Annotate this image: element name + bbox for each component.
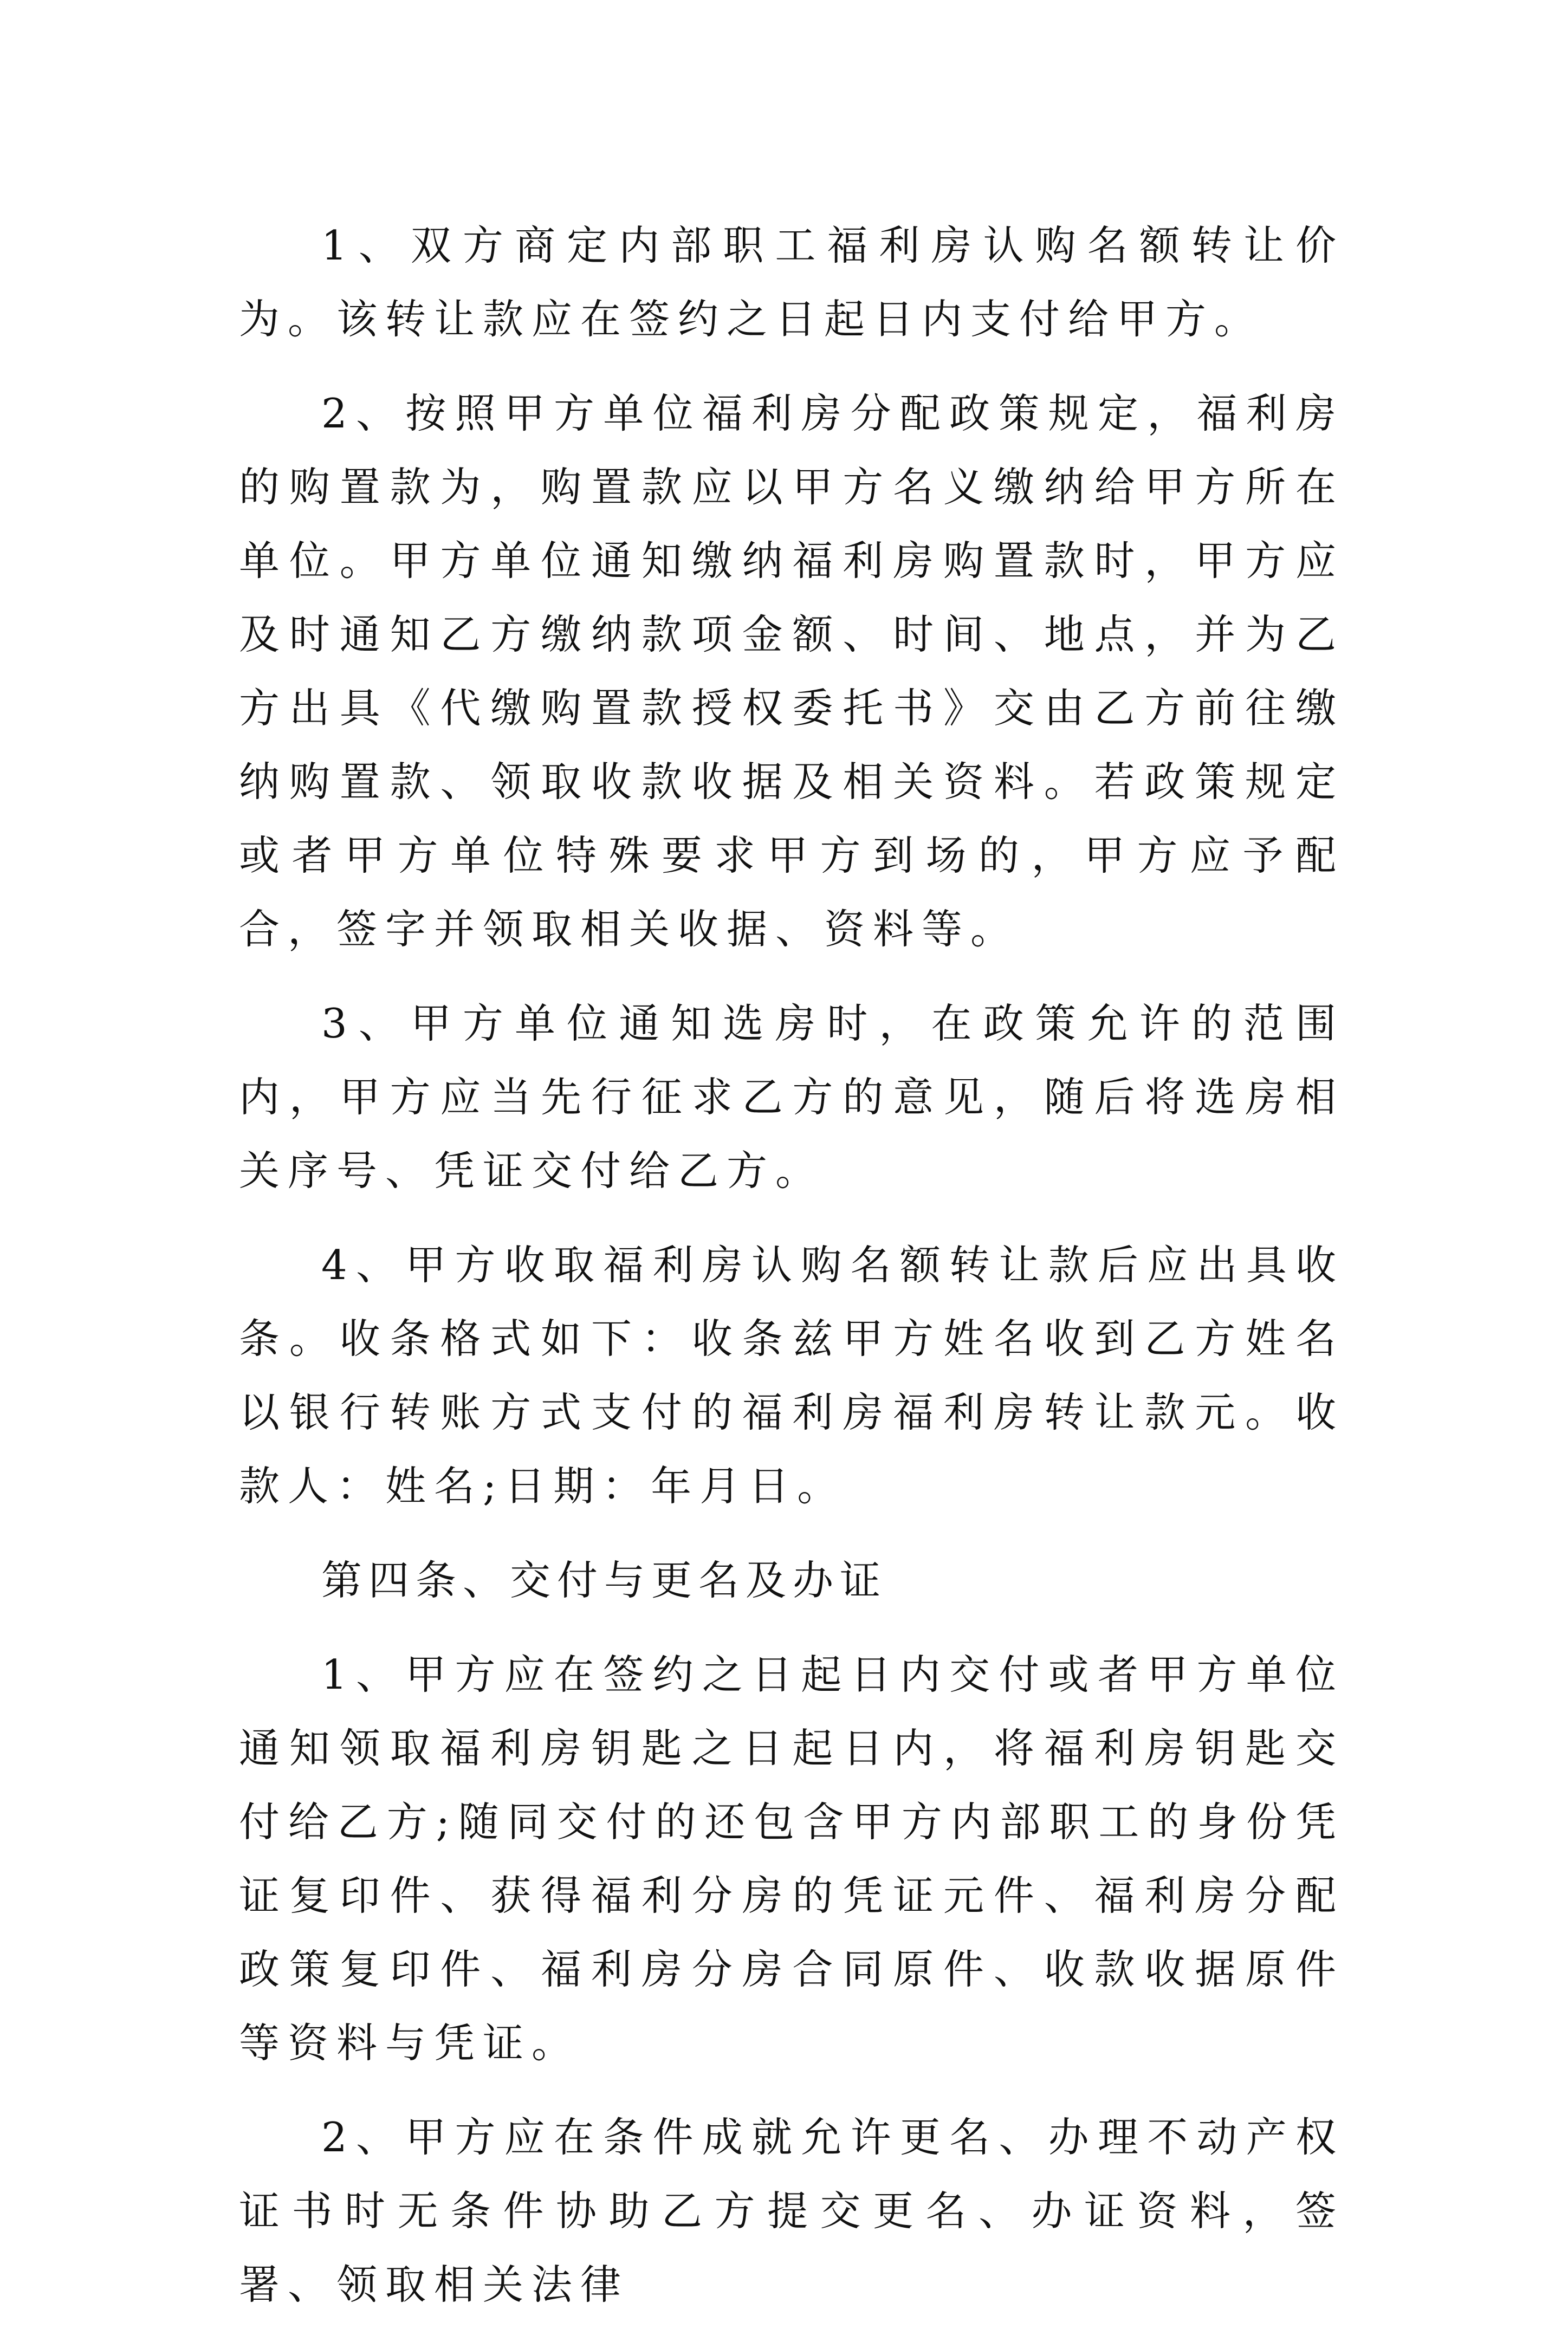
clause-4-item-1: 1、甲方应在签约之日起日内交付或者甲方单位通知领取福利房钥匙之日起日内，将福利房钥匙交付给乙方;随同交付的还包含甲方内部职工的身份凭证复印件、获得福利分房的凭证元件、福利房分配政策复印件、福利房分房合同原件、收款收据原件等资料与凭证。: [239, 1651, 1344, 2067]
clause-4-item-2: 2、甲方应在条件成就允许更名、办理不动产权证书时无条件协助乙方提交更名、办证资料，签署、领取相关法律: [239, 2113, 1344, 2308]
clause-4-heading: 第四条、交付与更名及办证: [321, 1556, 887, 1604]
clause-3-item-3: 3、甲方单位通知选房时，在政策允许的范围内，甲方应当先行征求乙方的意见，随后将选房相关序号、凭证交付给乙方。: [239, 1000, 1344, 1195]
clause-3-item-1: 1、双方商定内部职工福利房认购名额转让价为。该转让款应在签约之日起日内支付给甲方。: [239, 222, 1344, 343]
document-body: [239, 209, 1344, 2342]
clause-3-item-4: 4、甲方收取福利房认购名额转让款后应出具收条。收条格式如下：收条兹甲方姓名收到乙方姓名以银行转账方式支付的福利房福利房转让款元。收款人：姓名;日期：年月日。: [239, 1241, 1344, 1510]
clause-3-item-2: 2、按照甲方单位福利房分配政策规定，福利房的购置款为，购置款应以甲方名义缴纳给甲方所在单位。甲方单位通知缴纳福利房购置款时，甲方应及时通知乙方缴纳款项金额、时间、地点，并为乙方出具《代缴购置款授权委托书》交由乙方前往缴纳购置款、领取收款收据及相关资料。若政策规定或者甲方单位特殊要求甲方到场的，甲方应予配合，签字并领取相关收据、资料等。: [239, 390, 1344, 953]
